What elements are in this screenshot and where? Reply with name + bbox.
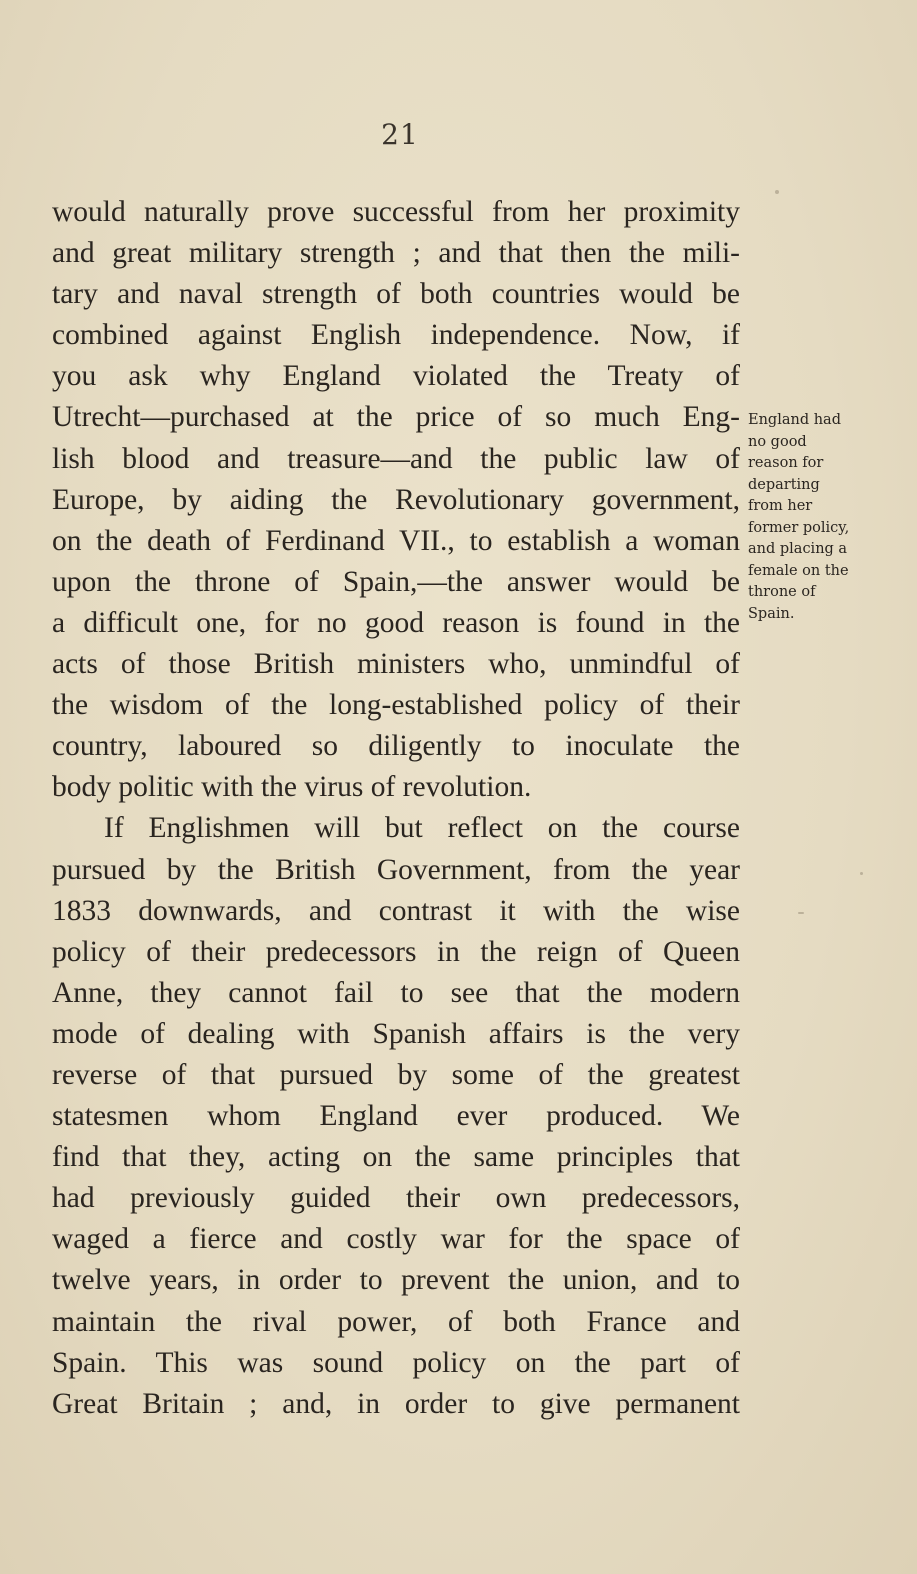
paragraph — [52, 808, 740, 1424]
text-line: maintain the rival power, of both France and — [52, 1305, 740, 1338]
text-line: upon the throne of Spain,—the answer would be — [52, 565, 740, 598]
text-line: would naturally prove successful from her proximity — [52, 196, 740, 228]
text-line: combined against English independence. Now, if — [52, 319, 740, 352]
margin-note-line: reason for — [748, 455, 824, 471]
text-line: pursued by the British Government, from the year — [52, 853, 740, 886]
text-line: policy of their predecessors in the reign of Queen — [52, 935, 740, 968]
text-line: acts of those British ministers who, unmindful of — [52, 648, 740, 681]
margin-note — [748, 410, 888, 625]
text-line: Utrecht—purchased at the price of so much Eng- — [52, 401, 740, 434]
page-number: 21 — [381, 118, 419, 151]
text-line: country, laboured so diligently to inoculate the — [52, 730, 740, 763]
text-line: lish blood and treasure—and the public law of — [52, 442, 740, 475]
text-line: on the death of Ferdinand VII., to establish a woman — [52, 524, 740, 557]
text-line: Spain. This was sound policy on the part of — [52, 1346, 740, 1379]
text-line: Great Britain ; and, in order to give permanent — [52, 1387, 740, 1420]
text-line: twelve years, in order to prevent the union, and to — [52, 1264, 740, 1297]
paper-speck — [860, 872, 863, 875]
margin-note-line: former policy, — [748, 519, 850, 536]
paper-speck — [775, 190, 779, 194]
margin-note-line: throne of — [748, 584, 816, 600]
text-line: Anne, they cannot fail to see that the modern — [52, 976, 740, 1009]
margin-note-line: and placing a — [748, 541, 848, 557]
text-line: waged a fierce and costly war for the space of — [52, 1223, 740, 1256]
margin-note-line: from her — [748, 498, 813, 514]
text-line: Europe, by aiding the Revolutionary government, — [52, 483, 740, 516]
text-line: tary and naval strength of both countries would be — [52, 278, 740, 311]
text-line: If Englishmen will but reflect on the course — [104, 812, 740, 845]
text-line: had previously guided their own predecessors, — [52, 1182, 740, 1215]
text-line: 1833 downwards, and contrast it with the wise — [52, 894, 740, 927]
paragraph — [52, 192, 740, 808]
margin-note-line: departing — [748, 476, 820, 493]
margin-note-line: no good — [748, 433, 807, 450]
text-line: you ask why England violated the Treaty of — [52, 360, 740, 393]
text-line: body politic with the virus of revolution. — [52, 771, 532, 804]
margin-note-line: female on the — [748, 562, 849, 579]
text-line: and great military strength ; and that then the mili- — [52, 237, 740, 270]
text-line: statesmen whom England ever produced. We — [52, 1100, 740, 1133]
text-line: find that they, acting on the same principles that — [52, 1141, 740, 1174]
text-line: a difficult one, for no good reason is found in the — [52, 606, 740, 639]
text-line: the wisdom of the long-established policy of their — [52, 689, 740, 722]
text-line: mode of dealing with Spanish affairs is the very — [52, 1017, 740, 1050]
margin-note-line: Spain. — [748, 605, 795, 622]
text-line: reverse of that pursued by some of the greatest — [52, 1058, 740, 1091]
body-text — [52, 192, 740, 1425]
paper-speck — [798, 912, 804, 914]
margin-note-line: England had — [748, 412, 841, 428]
